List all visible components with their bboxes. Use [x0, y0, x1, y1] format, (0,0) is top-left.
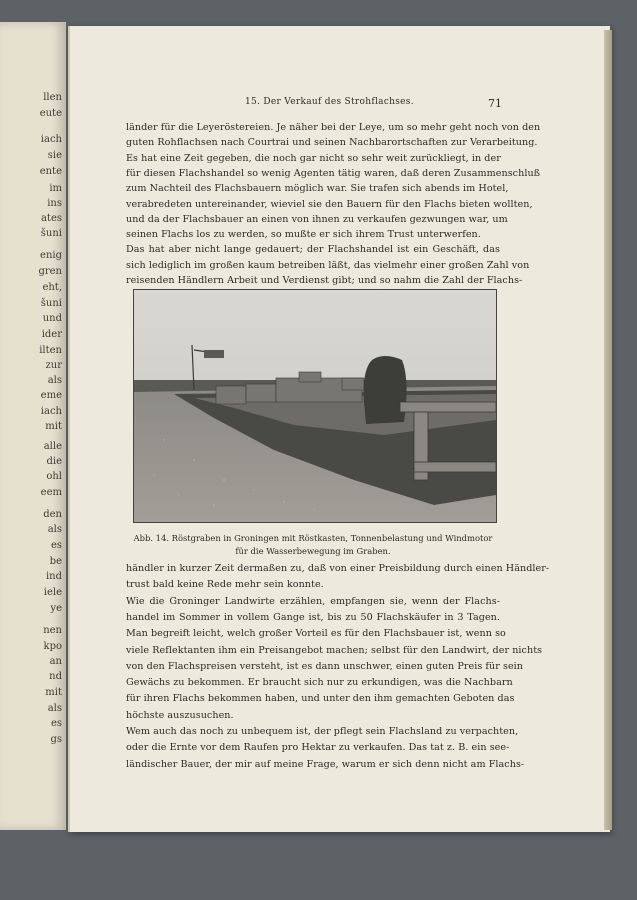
left-page-fragment: als — [47, 375, 62, 386]
text-line: Es hat eine Zeit gegeben, die noch gar nicht so sehr weit zurückliegt, in der — [126, 152, 501, 164]
text-line: verabredeten untereinander, wieviel sie den Bauern für den Flachs bieten wollten, — [126, 198, 533, 210]
left-page-fragment: es — [50, 718, 62, 729]
text-line: trust bald keine Rede mehr sein konnte. — [126, 579, 324, 591]
text-line: seinen Flachs los zu werden, so mußte er sich ihrem Trust unterwerfen. — [126, 229, 481, 241]
text-line: länder für die Leyeröstereien. Je näher bei der Leye, um so mehr geht noch von den — [126, 122, 541, 133]
left-page-fragment: nen — [43, 625, 62, 636]
text-line: händler in kurzer Zeit dermaßen zu, daß von einer Preisbildung durch einen Händler- — [126, 563, 550, 574]
left-page-fragment: iach — [40, 134, 62, 145]
text-line: Das hat aber nicht lange gedauert; der Flachshandel ist ein Geschäft, das — [126, 244, 500, 256]
text-line: viele Reflektanten ihm ein Preisangebot machen; selbst für den Landwirt, der nichts — [126, 644, 543, 656]
text-line: guten Rohflachsen nach Courtrai und seinen Nachbarortschaften zur Verarbeitung. — [126, 137, 538, 149]
left-page-fragment: an — [49, 656, 62, 667]
text-line: und da der Flachsbauer an einen von ihnen zu verkaufen gezwungen war, um — [126, 213, 508, 225]
left-page-fragment: ente — [39, 166, 62, 177]
left-page-fragment: eem — [40, 487, 62, 498]
left-page-fragment: im — [49, 183, 62, 194]
page-edge — [604, 30, 612, 830]
left-page-fragment: enig — [40, 250, 62, 261]
text-line: sich lediglich im großen kaum betreiben läßt, das vielmehr einer großen Zahl von — [126, 259, 530, 271]
left-page-fragment: ates — [40, 213, 62, 224]
running-head: 15. Der Verkauf des Strohflachses. — [245, 97, 414, 107]
text-line: zum Nachteil des Flachsbauern möglich war. Sie trafen sich abends im Hotel, — [126, 183, 509, 195]
text-line: handel im Sommer in vollem Gange ist, bis zu 50 Flachskäufer in 3 Tagen. — [126, 611, 500, 623]
left-page-fragment: sie — [47, 150, 62, 161]
left-page-fragment: ohl — [46, 471, 62, 482]
left-page-fragment: ilten — [39, 345, 62, 356]
left-page-fragment: šuni — [40, 298, 62, 309]
left-page-fragment: und — [42, 313, 62, 324]
left-page-fragment: ider — [41, 329, 62, 340]
left-page-fragment: eute — [39, 108, 62, 119]
text-line: reisenden Händlern Arbeit und Verdienst gibt; und so nahm die Zahl der Flachs- — [126, 275, 523, 286]
left-page-fragment: als — [47, 524, 62, 535]
left-page-fragment: iele — [43, 587, 62, 598]
figure-caption-line-1: Abb. 14. Röstgraben in Groningen mit Röstkasten, Tonnenbelastung und Windmotor — [133, 533, 493, 543]
text-line: höchste auszusuchen. — [126, 709, 234, 721]
text-line: Gewächs zu bekommen. Er braucht sich nur zu erkundigen, was die Nachbarn — [126, 677, 513, 689]
text-line: Man begreift leicht, welch großer Vorteil es für den Flachsbauer ist, wenn so — [126, 628, 506, 640]
figure-caption-line-2: für die Wasserbewegung im Graben. — [235, 546, 391, 556]
figure-photo — [133, 289, 497, 523]
left-page-fragment: ind — [45, 571, 62, 582]
left-page — [0, 22, 66, 830]
left-page-fragment: ins — [47, 198, 62, 209]
left-page-fragment: llen — [43, 92, 62, 103]
page-number: 71 — [488, 97, 502, 110]
left-page-fragment: nd — [49, 671, 62, 682]
text-line: von den Flachspreisen versteht, ist es dann unschwer, einen guten Preis für sein — [126, 660, 524, 672]
left-page-fragment: es — [50, 540, 62, 551]
left-page-fragment: mit — [45, 687, 62, 698]
text-line: Wie die Groninger Landwirte erzählen, empfangen sie, wenn der Flachs- — [126, 595, 500, 607]
text-line: ländischer Bauer, der mir auf meine Frage, warum er sich denn nicht am Flachs- — [126, 758, 525, 770]
left-page-fragment: als — [47, 703, 62, 714]
left-page-fragment: kpo — [43, 641, 62, 652]
left-page-fragment: šuni — [40, 228, 62, 239]
left-page-fragment: eht, — [42, 282, 62, 293]
left-page-fragment: mit — [45, 421, 62, 432]
photo-illustration — [134, 290, 496, 522]
left-page-fragment: eme — [40, 390, 62, 401]
left-page-fragment: alle — [43, 441, 62, 452]
left-page-fragment: iach — [40, 406, 62, 417]
left-page-fragment: die — [46, 456, 62, 467]
left-page-fragment: ye — [50, 603, 62, 614]
left-page-fragment: gren — [38, 266, 62, 277]
text-line: für ihren Flachs bekommen haben, und unter den ihm gemachten Geboten das — [126, 693, 515, 705]
left-page-fragment: gs — [50, 734, 62, 745]
left-page-fragment: zur — [45, 360, 62, 371]
left-page-fragment: den — [43, 509, 62, 520]
text-line: für diesen Flachshandel so wenig Agenten tätig waren, daß deren Zusammenschluß — [126, 167, 541, 179]
left-page-fragment: be — [49, 556, 62, 567]
text-line: oder die Ernte vor dem Raufen pro Hektar zu verkaufen. Das tat z. B. ein see- — [126, 742, 510, 754]
text-line: Wem auch das noch zu unbequem ist, der pflegt sein Flachsland zu verpachten, — [126, 726, 519, 737]
